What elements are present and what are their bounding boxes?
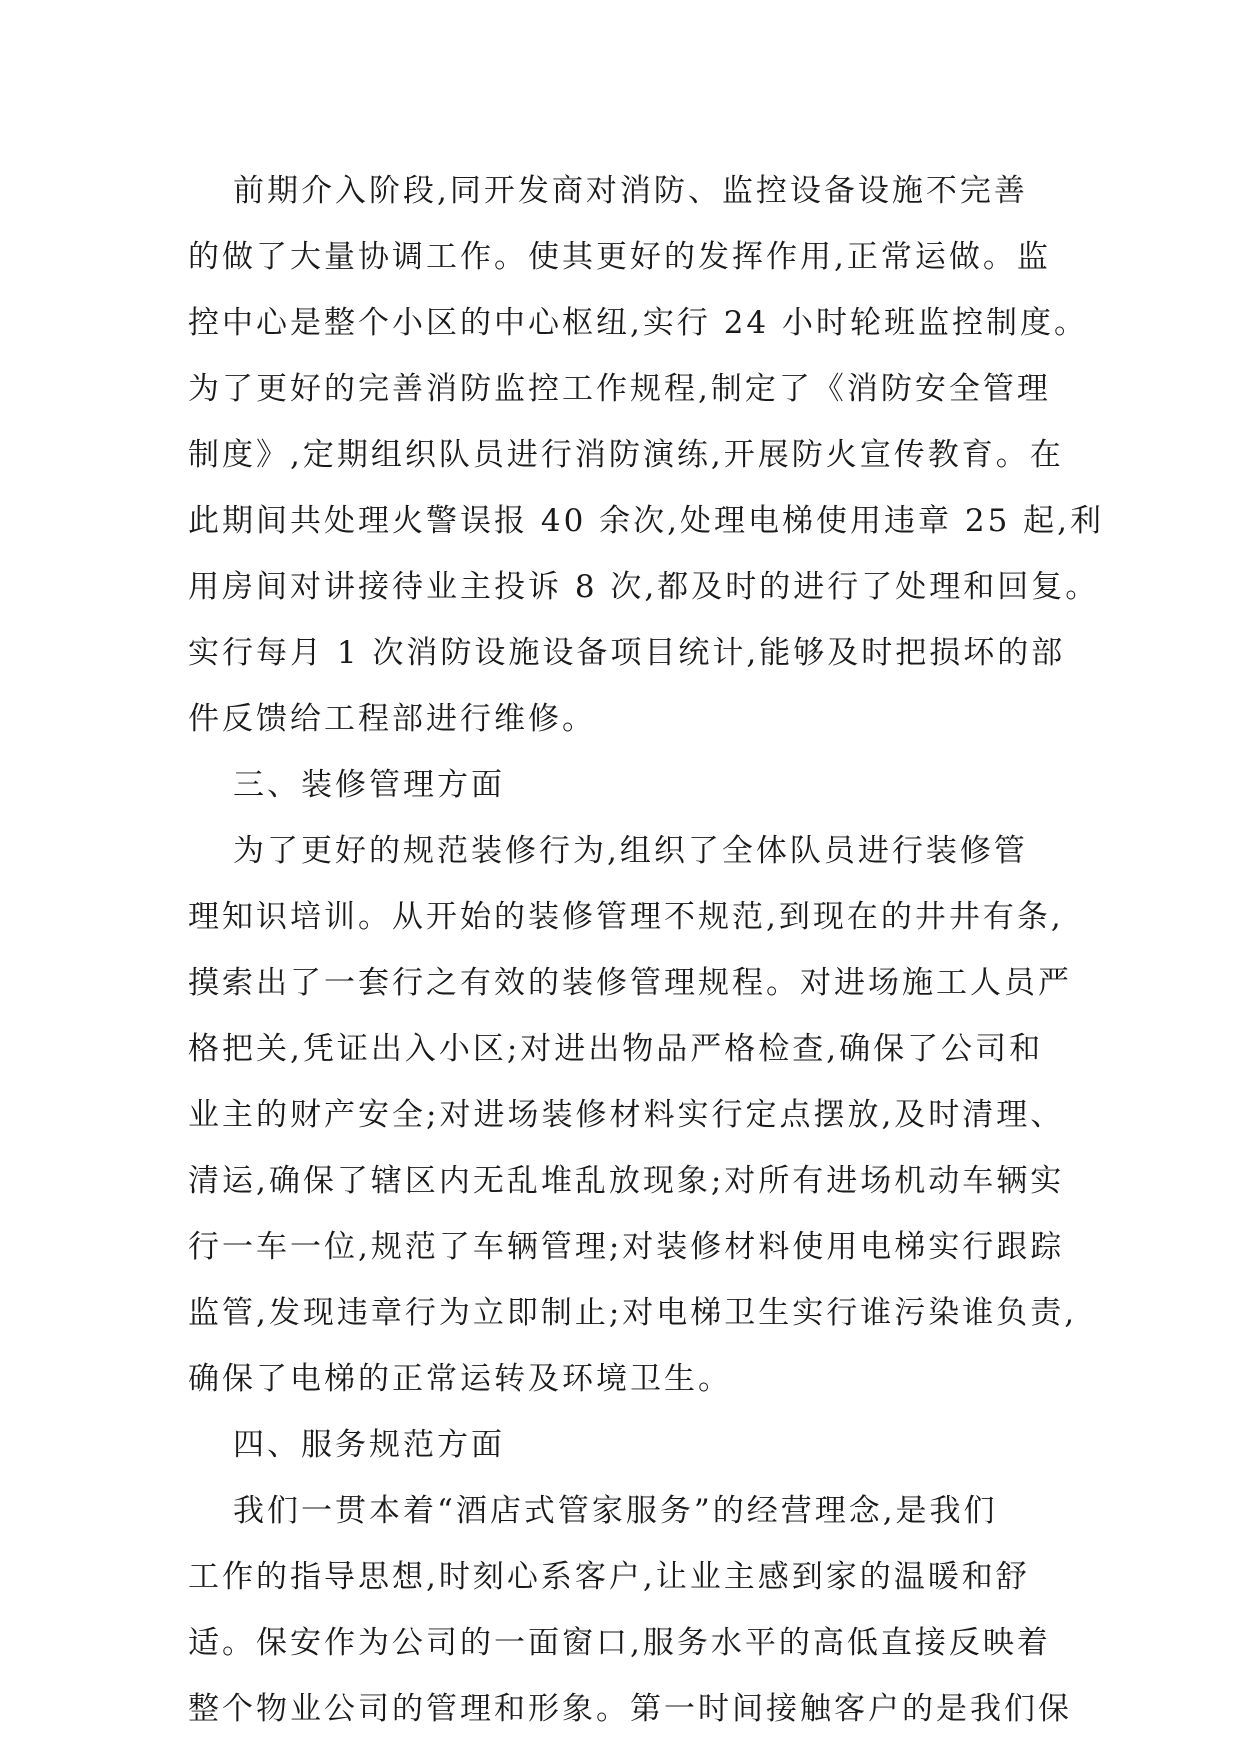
line-text: 适。保安作为公司的一面窗口,服务水平的高低直接反映着: [188, 1625, 1051, 1661]
text-line: [0, 290, 1241, 356]
line-text: 为了更好的规范装修行为,组织了全体队员进行装修管: [233, 833, 1028, 869]
line-text: 确保了电梯的正常运转及环境卫生。: [188, 1361, 732, 1397]
line-text: 此期间共处理火警误报 40 余次,处理电梯使用违章 25 起,利: [188, 503, 1105, 539]
text-line: [0, 1280, 1241, 1346]
text-line: [0, 1610, 1241, 1676]
line-text: 格把关,凭证出入小区;对进出物品严格检查,确保了公司和: [188, 1031, 1044, 1067]
line-text: 我们一贯本着“酒店式管家服务”的经营理念,是我们: [233, 1493, 998, 1529]
line-text: 摸索出了一套行之有效的装修管理规程。对进场施工人员严: [188, 965, 1072, 1001]
text-line: [0, 818, 1241, 884]
text-line: [0, 488, 1241, 554]
text-line: [0, 356, 1241, 422]
text-line: [0, 884, 1241, 950]
section-heading: [0, 752, 1241, 818]
line-text: 监管,发现违章行为立即制止;对电梯卫生实行谁污染谁负责,: [188, 1295, 1078, 1331]
line-text: 控中心是整个小区的中心枢纽,实行 24 小时轮班监控制度。: [188, 305, 1089, 341]
line-text: 理知识培训。从开始的装修管理不规范,到现在的井井有条,: [188, 899, 1064, 935]
line-text: 为了更好的完善消防监控工作规程,制定了《消防安全管理: [188, 371, 1051, 407]
text-line: [0, 1544, 1241, 1610]
text-line: [0, 1676, 1241, 1742]
text-line: [0, 1148, 1241, 1214]
line-text: 行一车一位,规范了车辆管理;对装修材料使用电梯实行跟踪: [188, 1229, 1065, 1265]
text-line: [0, 224, 1241, 290]
text-line: [0, 1016, 1241, 1082]
text-line: [0, 950, 1241, 1016]
text-line: [0, 554, 1241, 620]
section-heading: [0, 1412, 1241, 1478]
text-line: [0, 158, 1241, 224]
line-text: 清运,确保了辖区内无乱堆乱放现象;对所有进场机动车辆实: [188, 1163, 1065, 1199]
line-text: 的做了大量协调工作。使其更好的发挥作用,正常运做。监: [188, 239, 1051, 275]
text-line: [0, 1346, 1241, 1412]
line-text: 件反馈给工程部进行维修。: [188, 701, 596, 737]
heading-text: 三、装修管理方面: [233, 767, 505, 803]
line-text: 工作的指导思想,时刻心系客户,让业主感到家的温暖和舒: [188, 1559, 1030, 1595]
text-line: [0, 686, 1241, 752]
line-text: 实行每月 1 次消防设施设备项目统计,能够及时把损坏的部: [188, 635, 1066, 671]
text-line: [0, 1478, 1241, 1544]
line-text: 整个物业公司的管理和形象。第一时间接触客户的是我们保: [188, 1691, 1072, 1727]
text-line: [0, 422, 1241, 488]
line-text: 制度》,定期组织队员进行消防演练,开展防火宣传教育。在: [188, 437, 1064, 473]
heading-text: 四、服务规范方面: [233, 1427, 505, 1463]
line-text: 业主的财产安全;对进场装修材料实行定点摆放,及时清理、: [188, 1097, 1065, 1133]
text-line: [0, 1214, 1241, 1280]
line-text: 用房间对讲接待业主投诉 8 次,都及时的进行了处理和回复。: [188, 569, 1100, 605]
text-line: [0, 620, 1241, 686]
text-line: [0, 1082, 1241, 1148]
line-text: 前期介入阶段,同开发商对消防、监控设备设施不完善: [233, 173, 1028, 209]
